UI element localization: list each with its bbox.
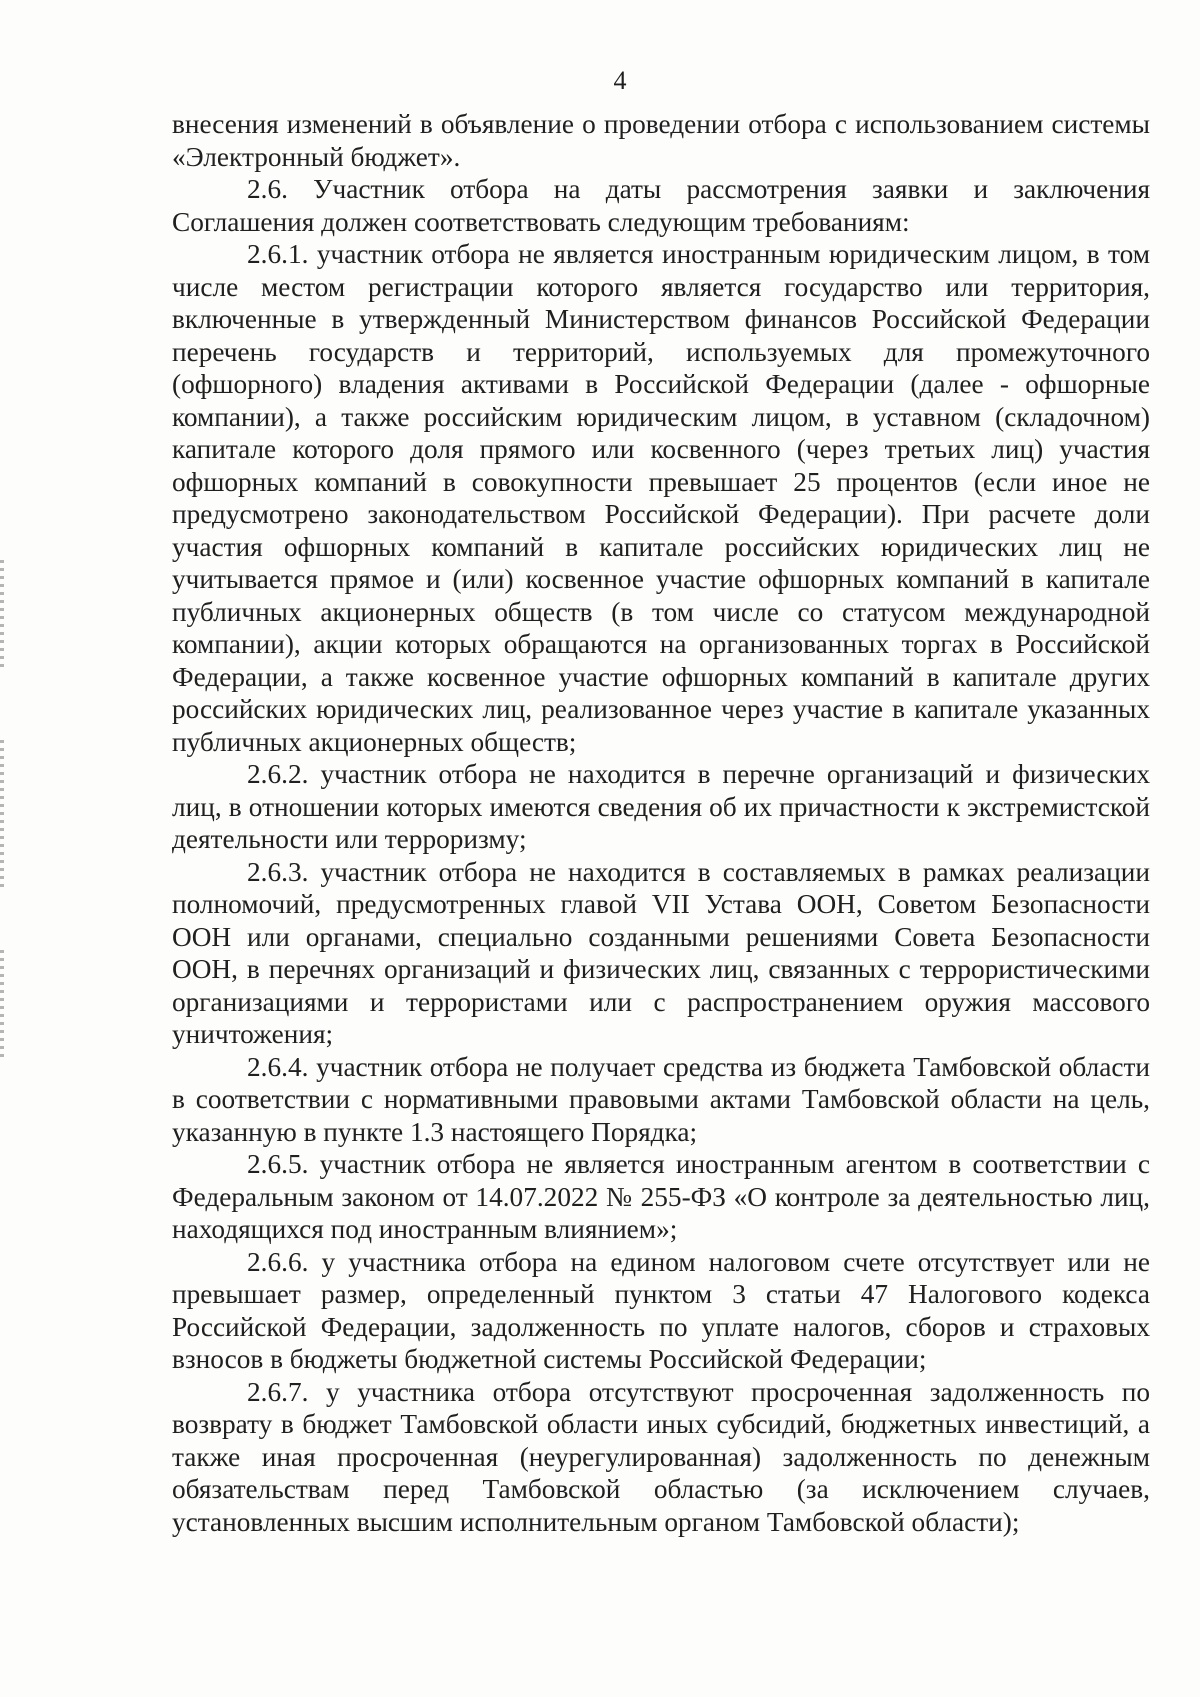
paragraph-2-6-5: 2.6.5. участник отбора не является иностранным агентом в соответствии с Федеральным законом от 14.07.2022 № 255-ФЗ «О контроле за деятельностью лиц, находящихся под иностранным влиянием»; — [172, 1149, 1150, 1244]
paragraph-2-6: 2.6. Участник отбора на даты рассмотрения заявки и заключения Соглашения должен соответствовать следующим требованиям: — [172, 174, 1150, 237]
paragraph-2-6-6: 2.6.6. у участника отбора на едином налоговом счете отсутствует или не превышает размер, определенный пунктом 3 статьи 47 Налогового кодекса Российской Федерации, задолженность по уплате налогов, сборов и страховых взносов в бюджеты бюджетной системы Российской Федерации; — [172, 1246, 1150, 1374]
page-number: 4 — [613, 66, 627, 95]
scan-edge-mark — [0, 740, 4, 890]
scan-edge-mark — [0, 950, 4, 1060]
paragraph-2-6-3: 2.6.3. участник отбора не находится в составляемых в рамках реализации полномочий, предусмотренных главой VII Устава ООН, Советом Безопасности ООН или органами, специально созданными решениями Совета Безопасности ООН, в перечнях организаций и физических лиц, связанных с террористическими организациями и террористами или с распространением оружия массового уничтожения; — [172, 856, 1150, 1049]
paragraph-2-6-4: 2.6.4. участник отбора не получает средства из бюджета Тамбовской области в соответствии с нормативными правовыми актами Тамбовской области на цель, указанную в пункте 1.3 настоящего Порядка; — [172, 1051, 1150, 1147]
paragraph-2-6-1: 2.6.1. участник отбора не является иностранным юридическим лицом, в том числе местом регистрации которого является государство или территория, включенные в утвержденный Министерством финансов Российской Федерации перечень государств и территорий, используемых для промежуточного (офшорного) владения активами в Российской Федерации (далее - офшорные компании), а также российским юридическим лицом, в уставном (складочном) капитале которого доля прямого или косвенного (через третьих лиц) участия офшорных компаний в совокупности превышает 25 процентов (если иное не предусмотрено законодательством Российской Федерации). При расчете доли участия офшорных компаний в капитале российских юридических лиц не учитывается прямое и (или) косвенное участие офшорных компаний в капитале публичных акционерных обществ (в том числе со статусом международной компании), акции которых обращаются на организованных торгах в Российской Федерации, а также косвенное участие офшорных компаний в капитале других российских юридических лиц, реализованное через участие в капитале указанных публичных акционерных обществ; — [172, 239, 1150, 757]
document-body — [172, 108, 1150, 1538]
paragraph-continuation: внесения изменений в объявление о проведении отбора с использованием системы «Электронный бюджет». — [172, 109, 1150, 172]
paragraph-2-6-2: 2.6.2. участник отбора не находится в перечне организаций и физических лиц, в отношении которых имеются сведения об их причастности к экстремистской деятельности или терроризму; — [172, 759, 1150, 854]
scan-edge-mark — [0, 560, 4, 670]
paragraph-2-6-7: 2.6.7. у участника отбора отсутствуют просроченная задолженность по возврату в бюджет Тамбовской области иных субсидий, бюджетных инвестиций, а также иная просроченная (неурегулированная) задолженность по денежным обязательствам перед Тамбовской областью (за исключением случаев, установленных высшим исполнительным органом Тамбовской области); — [172, 1376, 1150, 1537]
